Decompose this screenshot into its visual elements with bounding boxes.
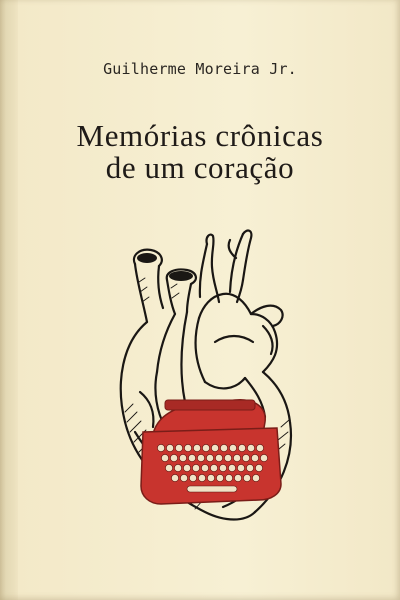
spine-shade — [0, 0, 18, 600]
title-line-2: de um coração — [105, 150, 295, 185]
heart-illustration-icon — [95, 222, 310, 540]
book-title — [0, 120, 400, 184]
typewriter-icon — [141, 400, 281, 504]
author-name: Guilherme Moreira Jr. — [103, 60, 297, 78]
title-line-1: Memórias crônicas — [76, 118, 324, 153]
